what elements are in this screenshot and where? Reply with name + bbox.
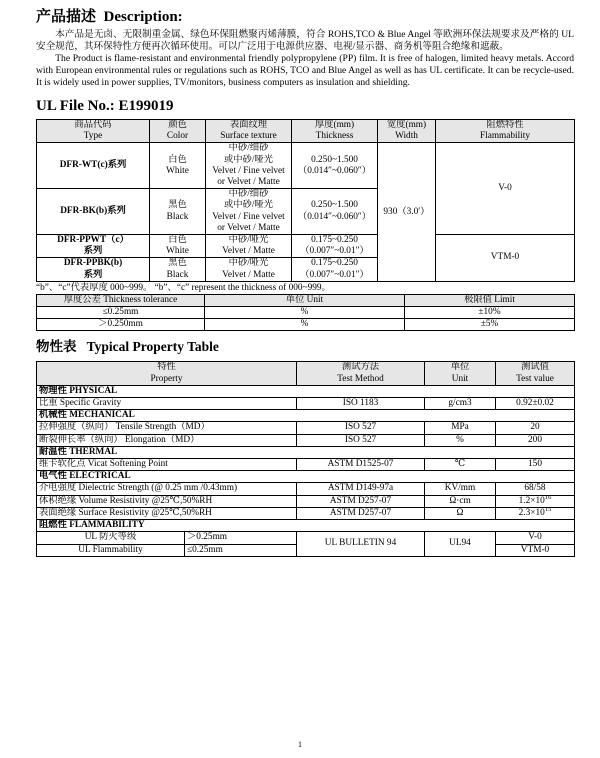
property-name: 表面绝缘 Surface Resistivity @25℃,50%RH: [37, 507, 297, 519]
property-method: ISO 527: [297, 422, 425, 434]
section-row: [37, 471, 575, 483]
description-cn: 本产品是无卤、无限制重金属、绿色环保阻燃聚丙烯薄膜，符合 ROHS,TCO & Blue Angel 等欧洲环保法规要求及严格的 UL 安全规范，其环保特性方便再次循环使用。可以广泛用于电源供应器、电视/显示器、商务机等阻合绝缘和遮蔽。: [36, 29, 574, 52]
tolerance-header-cell: 极限值 Limit: [405, 294, 575, 306]
property-name: 体积绝缘 Volume Resistivity @25℃,50%RH: [37, 495, 297, 507]
description-en: The Product is flame-resistant and environmental friendly polypropylene (PP) film. It is free of halogen, limited heavy metals. Accord with European environmental rules or regulations such as ROHS, TCO and Blue Angel as well as has UL certificate. It can be recycle-used. It is widely used in power supplies, TV/monitors, business computers as insulation and shielding.: [36, 53, 574, 88]
section-thermal: 耐温性 THERMAL: [37, 446, 575, 458]
type-color: 黑色 Black: [150, 258, 206, 281]
property-heading-en: Typical Property Table: [86, 339, 219, 355]
property-value: 68/58: [496, 483, 575, 495]
property-value: 150: [496, 459, 575, 471]
property-unit: ℃: [425, 459, 496, 471]
type-code: DFR-BK(b)系列: [37, 189, 150, 235]
section-row: [37, 446, 575, 458]
ul-label: UL Flammability: [37, 544, 185, 556]
ul-label: UL 防火等级: [37, 532, 185, 544]
property-unit: KV/mm: [425, 483, 496, 495]
description-heading-en: Description:: [103, 9, 183, 25]
property-value: $2.3\times 10^{15}$: [496, 507, 575, 519]
property-value: 20: [496, 422, 575, 434]
table-row: [37, 459, 575, 471]
tolerance-table: [36, 294, 575, 332]
property-method: UL BULLETIN 94: [297, 532, 425, 556]
property-name: 断裂伸长率（纵向） Elongation（MD）: [37, 434, 297, 446]
page-number: 1: [298, 740, 302, 749]
type-thickness: 0.175~0.250 （0.007″~0.01″）: [292, 258, 378, 281]
type-surface: 中砂/哑光 Velvet / Matte: [206, 258, 292, 281]
type-table-header: [37, 120, 575, 143]
table-row: [37, 434, 575, 446]
type-thickness: 0.175~0.250 （0.007″~0.01″）: [292, 235, 378, 258]
section-electrical: 电气性 ELECTRICAL: [37, 471, 575, 483]
property-name: 介电强度 Dielectric Strength (@ 0.25 mm /0.43mm): [37, 483, 297, 495]
type-thickness: 0.250~1.500 （0.014″~0.060″）: [292, 189, 378, 235]
property-unit: MPa: [425, 422, 496, 434]
ul-condition: ≤0.25mm: [185, 544, 297, 556]
property-value: $1.2\times 10^{16}$: [496, 495, 575, 507]
type-surface: 中砂/细砂 或中砂/哑光 Velvet / Fine velvet or Velvet / Matte: [206, 189, 292, 235]
header-width: 宽度(mm) Width: [378, 120, 436, 143]
header-type: 商品代码 Type: [37, 120, 150, 143]
property-name: 拉伸强度（纵向） Tensile Strength（MD）: [37, 422, 297, 434]
property-name: 比重 Specific Gravity: [37, 398, 297, 410]
type-code: DFR-WT(c)系列: [37, 143, 150, 189]
property-value: VTM-0: [496, 544, 575, 556]
table-row: [37, 532, 575, 544]
header-flammability: 阻燃特性 Flammability: [436, 120, 575, 143]
section-flammability: 阻燃性 FLAMMABILITY: [37, 520, 575, 532]
type-surface: 中砂/哑光 Velvet / Matte: [206, 235, 292, 258]
property-table-header: [37, 362, 575, 385]
type-surface: 中砂/细砂 或中砂/哑光 Velvet / Fine velvet or Velvet / Matte: [206, 143, 292, 189]
property-method: ISO 527: [297, 434, 425, 446]
property-method: ASTM D149-97a: [297, 483, 425, 495]
header-test-value: 测试值 Test value: [496, 362, 575, 385]
type-code: DFR-PPWT（c） 系列: [37, 235, 150, 258]
property-table-heading: [36, 339, 574, 355]
ul-condition: ＞0.25mm: [185, 532, 297, 544]
tolerance-header: [37, 294, 575, 306]
property-value: V-0: [496, 532, 575, 544]
tolerance-cell: ±10%: [405, 307, 575, 319]
property-heading-cn: 物性表: [36, 339, 77, 355]
description-heading: [36, 8, 574, 26]
property-table: [36, 361, 575, 556]
table-row: [37, 235, 575, 258]
tolerance-cell: %: [205, 307, 405, 319]
header-thickness: 厚度(mm) Thickness: [292, 120, 378, 143]
header-test-method: 测试方法 Test Method: [297, 362, 425, 385]
property-value: 0.92±0.02: [496, 398, 575, 410]
table-row: [37, 422, 575, 434]
ul-file-number: UL File No.: E199019: [36, 98, 174, 114]
property-method: ASTM D1525-07: [297, 459, 425, 471]
table-row: [37, 307, 575, 319]
tolerance-cell: ＞0.250mm: [37, 319, 205, 331]
property-unit: Ω: [425, 507, 496, 519]
description-heading-cn: 产品描述: [36, 9, 97, 25]
type-flammability-vtm0: VTM-0: [436, 235, 575, 282]
tolerance-header-cell: 厚度公差 Thickness tolerance: [37, 294, 205, 306]
table-row: [37, 319, 575, 331]
type-code: DFR-PPBK(b) 系列: [37, 258, 150, 281]
property-value: 200: [496, 434, 575, 446]
tolerance-cell: ±5%: [405, 319, 575, 331]
section-row: [37, 385, 575, 397]
tolerance-cell: %: [205, 319, 405, 331]
property-unit: Ω·cm: [425, 495, 496, 507]
header-surface: 表面纹理 Surface texture: [206, 120, 292, 143]
document-page: [36, 8, 574, 557]
table-row: [37, 398, 575, 410]
property-name: 维卡软化点 Vicat Softening Point: [37, 459, 297, 471]
type-width: 930（3.0′）: [378, 143, 436, 281]
type-thickness: 0.250~1.500 （0.014″~0.060″）: [292, 143, 378, 189]
header-unit: 单位 Unit: [425, 362, 496, 385]
type-color: 黑色 Black: [150, 189, 206, 235]
product-type-table: [36, 119, 575, 282]
property-unit: %: [425, 434, 496, 446]
table-row: [37, 507, 575, 519]
thickness-note: “b”、“c”代表厚度 000~999。 “b”、“c” represent the thickness of 000~999。: [36, 282, 331, 293]
header-property: 特性 Property: [37, 362, 297, 385]
tolerance-cell: ≤0.25mm: [37, 307, 205, 319]
type-flammability-v0: V-0: [436, 143, 575, 235]
section-mechanical: 机械性 MECHANICAL: [37, 410, 575, 422]
tolerance-header-cell: 单位 Unit: [205, 294, 405, 306]
header-color: 颜色 Color: [150, 120, 206, 143]
table-row: [37, 143, 575, 189]
property-unit: UL94: [425, 532, 496, 556]
type-color: 白色 White: [150, 143, 206, 189]
property-method: ISO 1183: [297, 398, 425, 410]
section-row: [37, 520, 575, 532]
section-physical: 物理性 PHYSICAL: [37, 385, 575, 397]
section-row: [37, 410, 575, 422]
property-unit: g/cm3: [425, 398, 496, 410]
table-row: [37, 483, 575, 495]
table-row: [37, 495, 575, 507]
type-color: 白色 White: [150, 235, 206, 258]
property-method: ASTM D257-07: [297, 507, 425, 519]
property-method: ASTM D257-07: [297, 495, 425, 507]
